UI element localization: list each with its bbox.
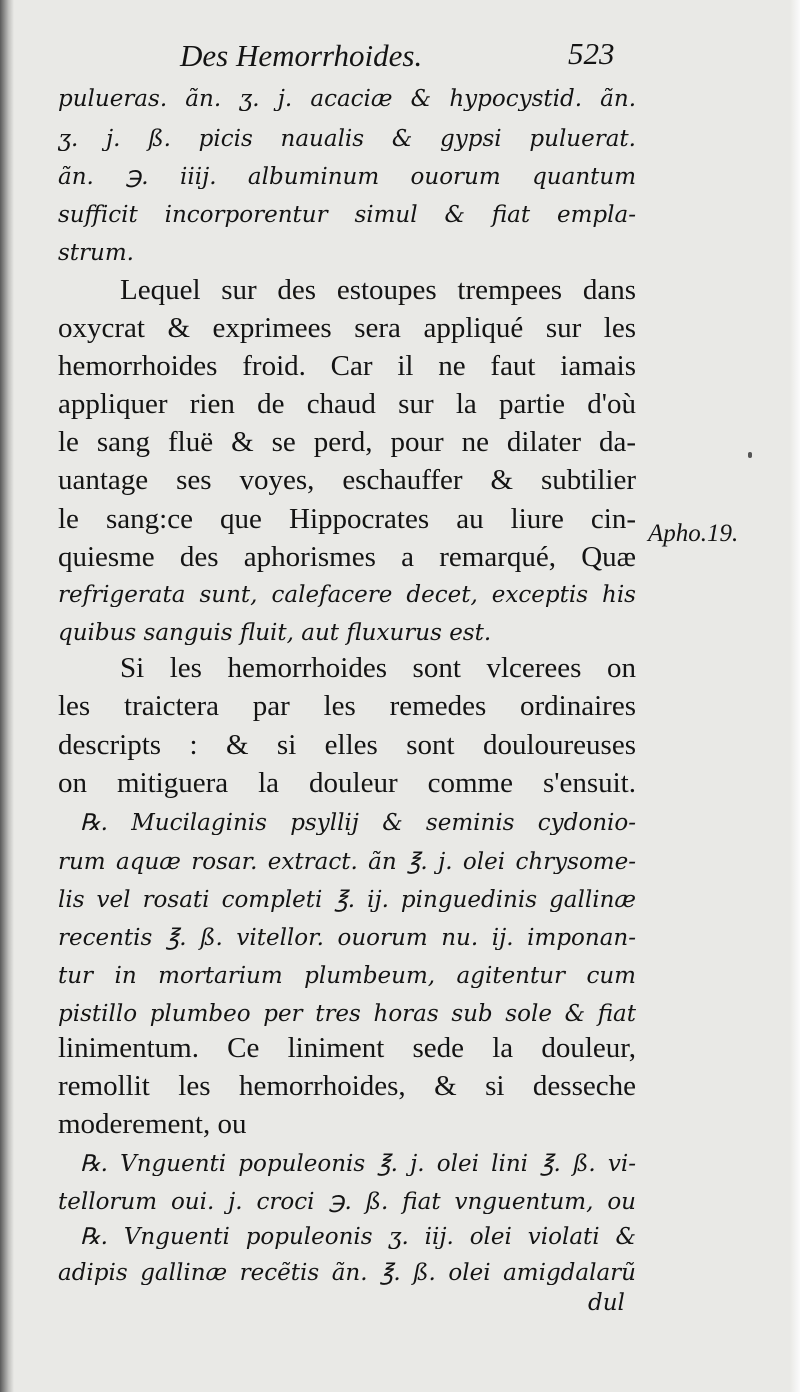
text-line: moderement, ou: [58, 1110, 247, 1139]
text-line: Lequel sur des estoupes trempees dans: [120, 276, 636, 305]
text-line: lis vel rosati completi ℥. ij. pinguedinis gallinæ: [58, 889, 636, 912]
ink-speck: [748, 452, 752, 458]
text-line: linimentum. Ce liniment sede la douleur,: [58, 1034, 636, 1063]
page-gutter-shadow: [0, 0, 14, 1392]
text-line: ℞. Mucilaginis psyllij & seminis cydonio-: [80, 812, 636, 835]
text-line: Si les hemorrhoides sont vlcerees on: [120, 654, 636, 683]
text-line: ℞. Vnguenti populeonis ℥. j. olei lini ℥. ß. vi-: [80, 1153, 636, 1176]
text-line: tur in mortarium plumbeum, agitentur cum: [58, 965, 636, 988]
catchword: dul: [588, 1290, 625, 1316]
text-line: strum.: [58, 242, 134, 265]
text-line: pulueras. ãn. ʒ. j. acaciæ & hypocystid. ãn.: [58, 88, 636, 111]
text-line: quibus sanguis fluit, aut fluxurus est.: [58, 622, 492, 645]
text-line: le sang fluë & se perd, pour ne dilater da-: [58, 428, 636, 457]
page-edge: [790, 0, 800, 1392]
text-line: descripts : & si elles sont douloureuses: [58, 731, 636, 760]
running-head: Des Hemorrhoides.: [180, 38, 423, 73]
text-line: adipis gallinæ recẽtis ãn. ℥. ß. olei amigdalarũ: [58, 1262, 636, 1285]
text-line: recentis ℥. ß. vitellor. ouorum nu. ij. imponan-: [58, 927, 636, 950]
text-line: les traictera par les remedes ordinaires: [58, 692, 636, 721]
text-line: ℞. Vnguenti populeonis ʒ. iij. olei violati &: [80, 1226, 636, 1249]
text-line: le sang:ce que Hippocrates au liure cin-: [58, 505, 636, 534]
text-line: sufficit incorporentur simul & fiat empla-: [58, 204, 636, 227]
margin-note: Apho.19.: [648, 520, 739, 547]
text-line: appliquer rien de chaud sur la partie d'où: [58, 390, 636, 419]
text-line: tellorum oui. j. croci ℈. ß. fiat vnguentum, ou: [58, 1191, 636, 1214]
text-line: on mitiguera la douleur comme s'ensuit.: [58, 769, 636, 798]
text-line: quiesme des aphorismes a remarqué, Quæ: [58, 543, 636, 572]
text-line: hemorrhoides froid. Car il ne faut iamais: [58, 352, 636, 381]
text-line: ãn. ℈. iiij. albuminum ouorum quantum: [58, 166, 636, 189]
text-line: ʒ. j. ß. picis naualis & gypsi puluerat.: [58, 128, 636, 151]
text-line: oxycrat & exprimees sera appliqué sur les: [58, 314, 636, 343]
text-line: uantage ses voyes, eschauffer & subtilier: [58, 466, 636, 495]
text-line: pistillo plumbeo per tres horas sub sole & fiat: [58, 1003, 636, 1026]
page-number: 523: [568, 36, 615, 71]
text-line: rum aquæ rosar. extract. ãn ℥. j. olei chrysome-: [58, 851, 636, 874]
text-line: remollit les hemorrhoides, & si desseche: [58, 1072, 636, 1101]
text-line: refrigerata sunt, calefacere decet, exceptis his: [58, 584, 636, 607]
